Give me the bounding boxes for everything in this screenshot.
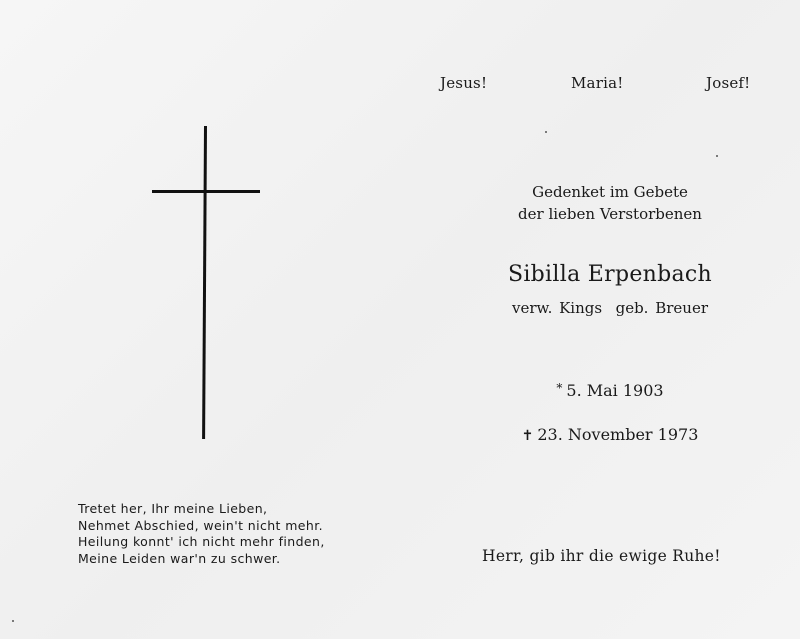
birth-date: 5. Mai 1903 bbox=[566, 381, 664, 400]
intro-line-1: Gedenket im Gebete bbox=[532, 183, 688, 201]
paper-speck bbox=[12, 620, 14, 622]
death-cross-icon: ✝ bbox=[521, 428, 534, 444]
cross-icon-horizontal-beam bbox=[152, 190, 260, 193]
poem-line: Tretet her, Ihr meine Lieben, bbox=[78, 501, 268, 516]
deceased-names-info: verw. Kings geb. Breuer bbox=[511, 299, 708, 317]
poem-line: Heilung konnt' ich nicht mehr finden, bbox=[78, 534, 325, 549]
header-jesus: Jesus! bbox=[440, 74, 488, 92]
deceased-name: Sibilla Erpenbach bbox=[507, 262, 713, 287]
poem bbox=[78, 501, 325, 567]
header-maria: Maria! bbox=[571, 74, 624, 92]
birth-star-icon: * bbox=[556, 381, 563, 395]
closing-prayer: Herr, gib ihr die ewige Ruhe! bbox=[482, 547, 721, 565]
cross-icon-vertical-beam bbox=[202, 126, 207, 439]
death-date: 23. November 1973 bbox=[537, 425, 699, 444]
paper-speck bbox=[716, 155, 718, 157]
intro-line-2: der lieben Verstorbenen bbox=[518, 205, 702, 223]
poem-line: Nehmet Abschied, wein't nicht mehr. bbox=[78, 517, 323, 533]
header-josef: Josef! bbox=[706, 74, 751, 92]
poem-line: Meine Leiden war'n zu schwer. bbox=[78, 550, 281, 566]
intro-text bbox=[460, 181, 760, 225]
death-line bbox=[460, 425, 760, 444]
birth-line bbox=[460, 381, 760, 400]
paper-speck bbox=[545, 131, 547, 133]
